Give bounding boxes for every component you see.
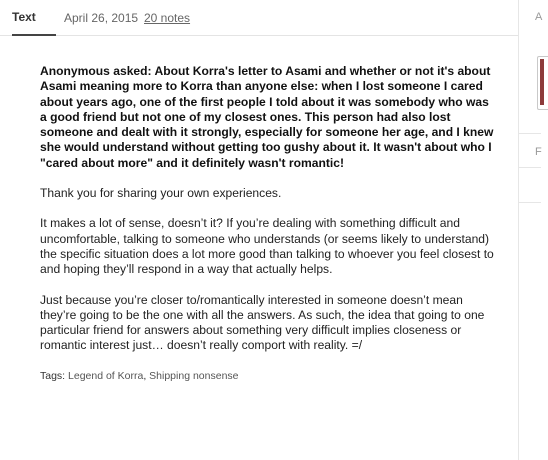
sidebar-thumbnail[interactable] <box>537 56 548 110</box>
answer-paragraph-3: Just because you’re closer to/romantically interested in someone doesn’t mean they’re going to be the one with all the answers. As such, the idea that going to one particular friend for answers about something very difficult implies closeness or romantic interest just… doesn’t really comport with reality. =/ <box>40 292 485 353</box>
sidebar-divider <box>519 167 541 168</box>
sidebar-thumbnail-image <box>540 59 544 105</box>
post-notes-link[interactable]: 20 notes <box>144 11 191 25</box>
sidebar-panel <box>518 0 543 460</box>
post-type-underline <box>12 34 56 36</box>
post-tags <box>40 369 495 384</box>
tag-shipping-nonsense[interactable]: Shipping nonsense <box>149 369 239 382</box>
sidebar-heading-mid: F <box>535 146 542 158</box>
tags-label: Tags: <box>40 369 69 382</box>
tag-legend-of-korra[interactable]: Legend of Korra <box>68 369 144 382</box>
post-meta-bar <box>0 0 518 36</box>
post-type-tab[interactable]: Text <box>12 10 36 24</box>
post-content <box>40 64 495 384</box>
ask-question: Anonymous asked: About Korra's letter to Asami and whether or not it's about Asami meaning more to Korra than anyone else: when I lost someone I cared about years ago, one of the first people I told about it was somebody who was a good friend but not one of my closest ones. This person had also lost someone and dealt with it strongly, especially for someone her age, and I knew she would understand without getting too gushy about it. It wasn't about who I "cared about more" and it definitely wasn't romantic! <box>40 64 494 170</box>
sidebar-divider <box>519 202 541 203</box>
answer-paragraph-2: It makes a lot of sense, doesn’t it? If you’re dealing with something difficult and uncomfortable, talking to someone who understands (or seems likely to understand) the specific situation does a lot more good than talking to whoever you feel closest to and hoping they’ll respond in a way that actually helps. <box>40 216 494 277</box>
sidebar-divider <box>519 133 541 134</box>
tag-separator: , <box>143 369 150 382</box>
post-date[interactable]: April 26, 2015 <box>64 11 139 25</box>
answer-paragraph-1: Thank you for sharing your own experiences. <box>40 186 282 201</box>
sidebar-heading-top: A <box>535 11 543 23</box>
